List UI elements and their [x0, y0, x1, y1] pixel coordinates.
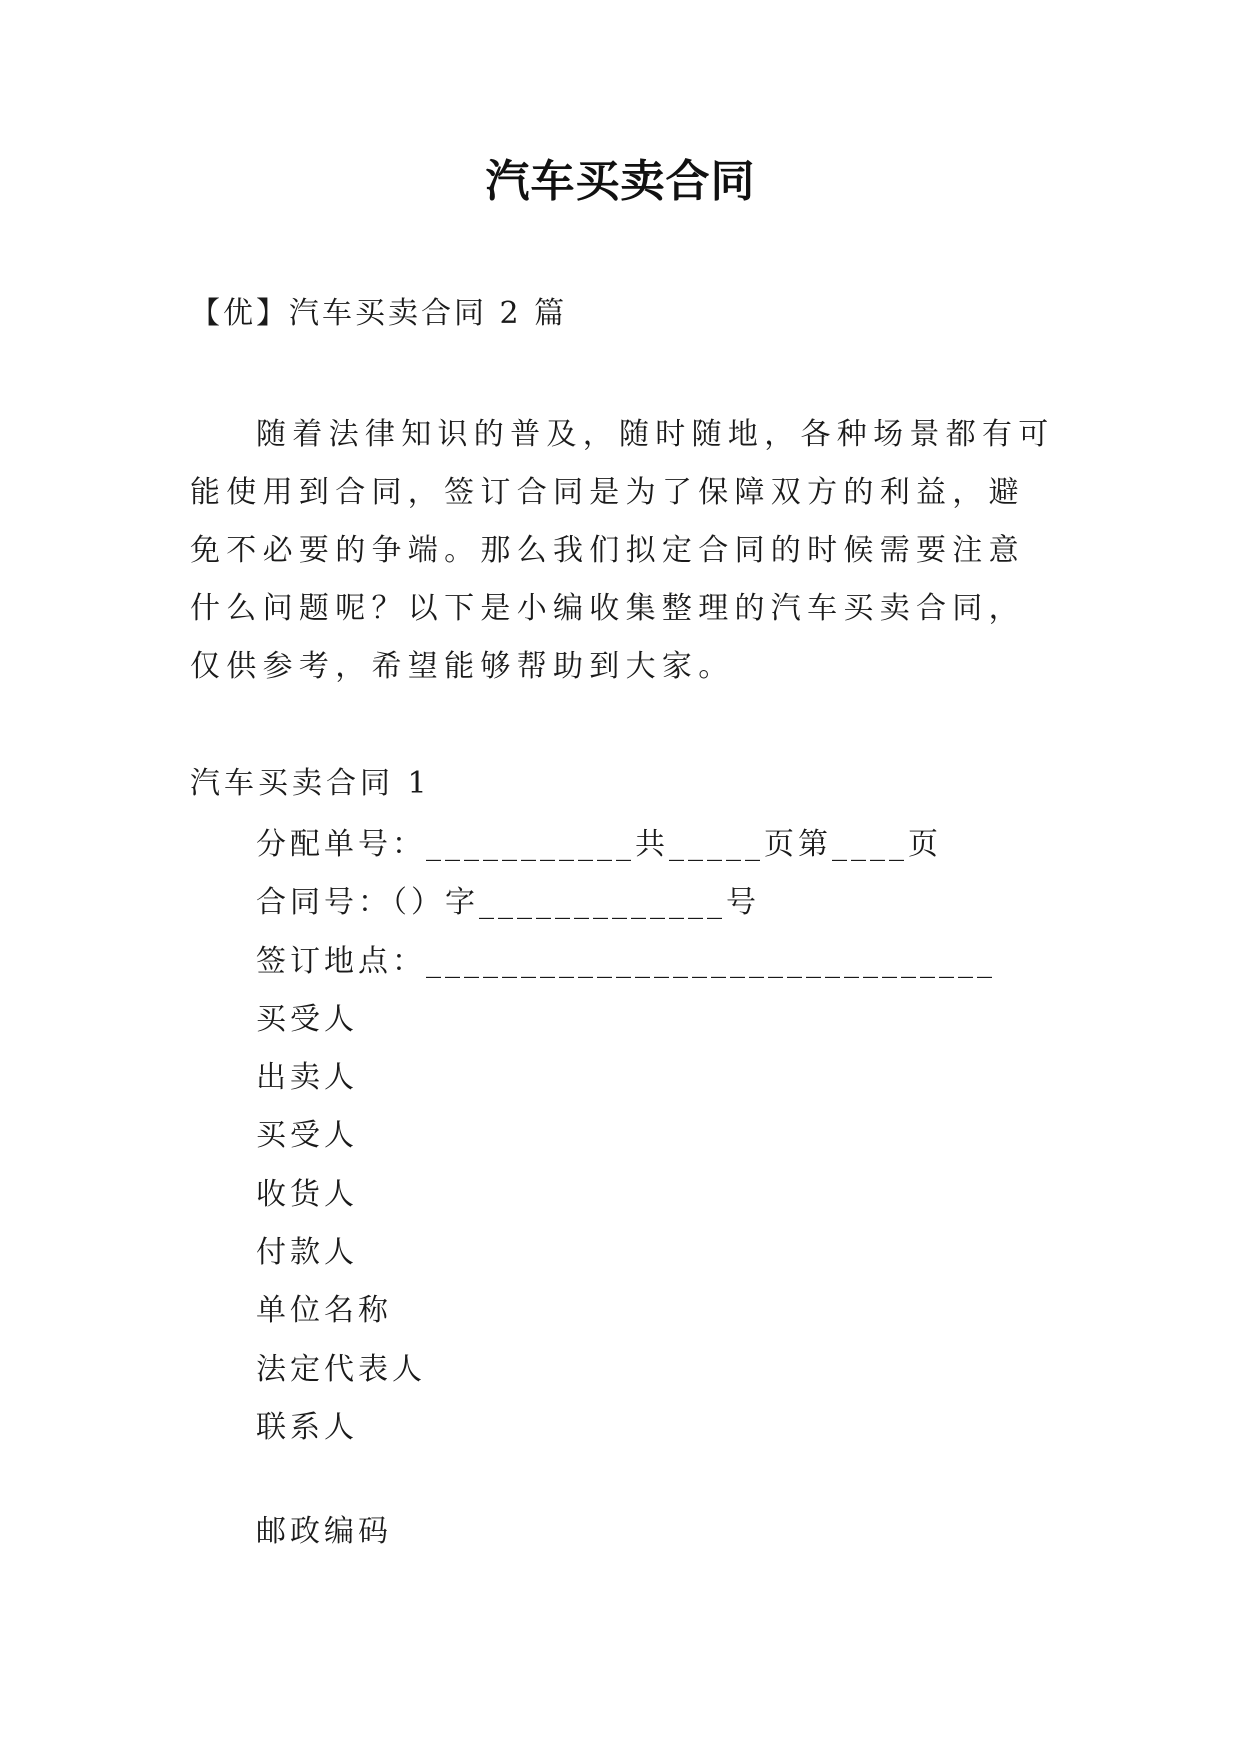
- contract-field-list: [256, 816, 996, 1457]
- field-contact-person: 联系人: [256, 1409, 358, 1445]
- field-consignee: 收货人: [256, 1176, 358, 1212]
- document-title: 汽车买卖合同: [485, 156, 756, 207]
- field-signing-place: 签订地点：______________________________: [256, 943, 996, 979]
- section-heading: 汽车买卖合同 1: [190, 766, 431, 801]
- field-contract-number: 合同号：（）字_____________号: [256, 885, 760, 921]
- field-legal-representative: 法定代表人: [256, 1351, 426, 1387]
- field-company-name: 单位名称: [256, 1293, 392, 1329]
- field-seller: 出卖人: [256, 1060, 358, 1096]
- intro-paragraph: 随着法律知识的普及，随时随地，各种场景都有可能使用到合同，签订合同是为了保障双方的利益，避免不必要的争端。那么我们拟定合同的时候需要注意什么问题呢？以下是小编收集整理的汽车买卖合同，仅供参考，希望能够帮助到大家。: [190, 417, 1055, 684]
- field-postal-code: 邮政编码: [256, 1514, 392, 1549]
- field-payer: 付款人: [256, 1235, 358, 1271]
- document-subtitle: 【优】汽车买卖合同 2 篇: [190, 296, 568, 331]
- field-buyer-2: 买受人: [256, 1118, 358, 1154]
- field-dispatch-number: 分配单号：___________共_____页第____页: [256, 827, 942, 862]
- field-buyer: 买受人: [256, 1001, 358, 1037]
